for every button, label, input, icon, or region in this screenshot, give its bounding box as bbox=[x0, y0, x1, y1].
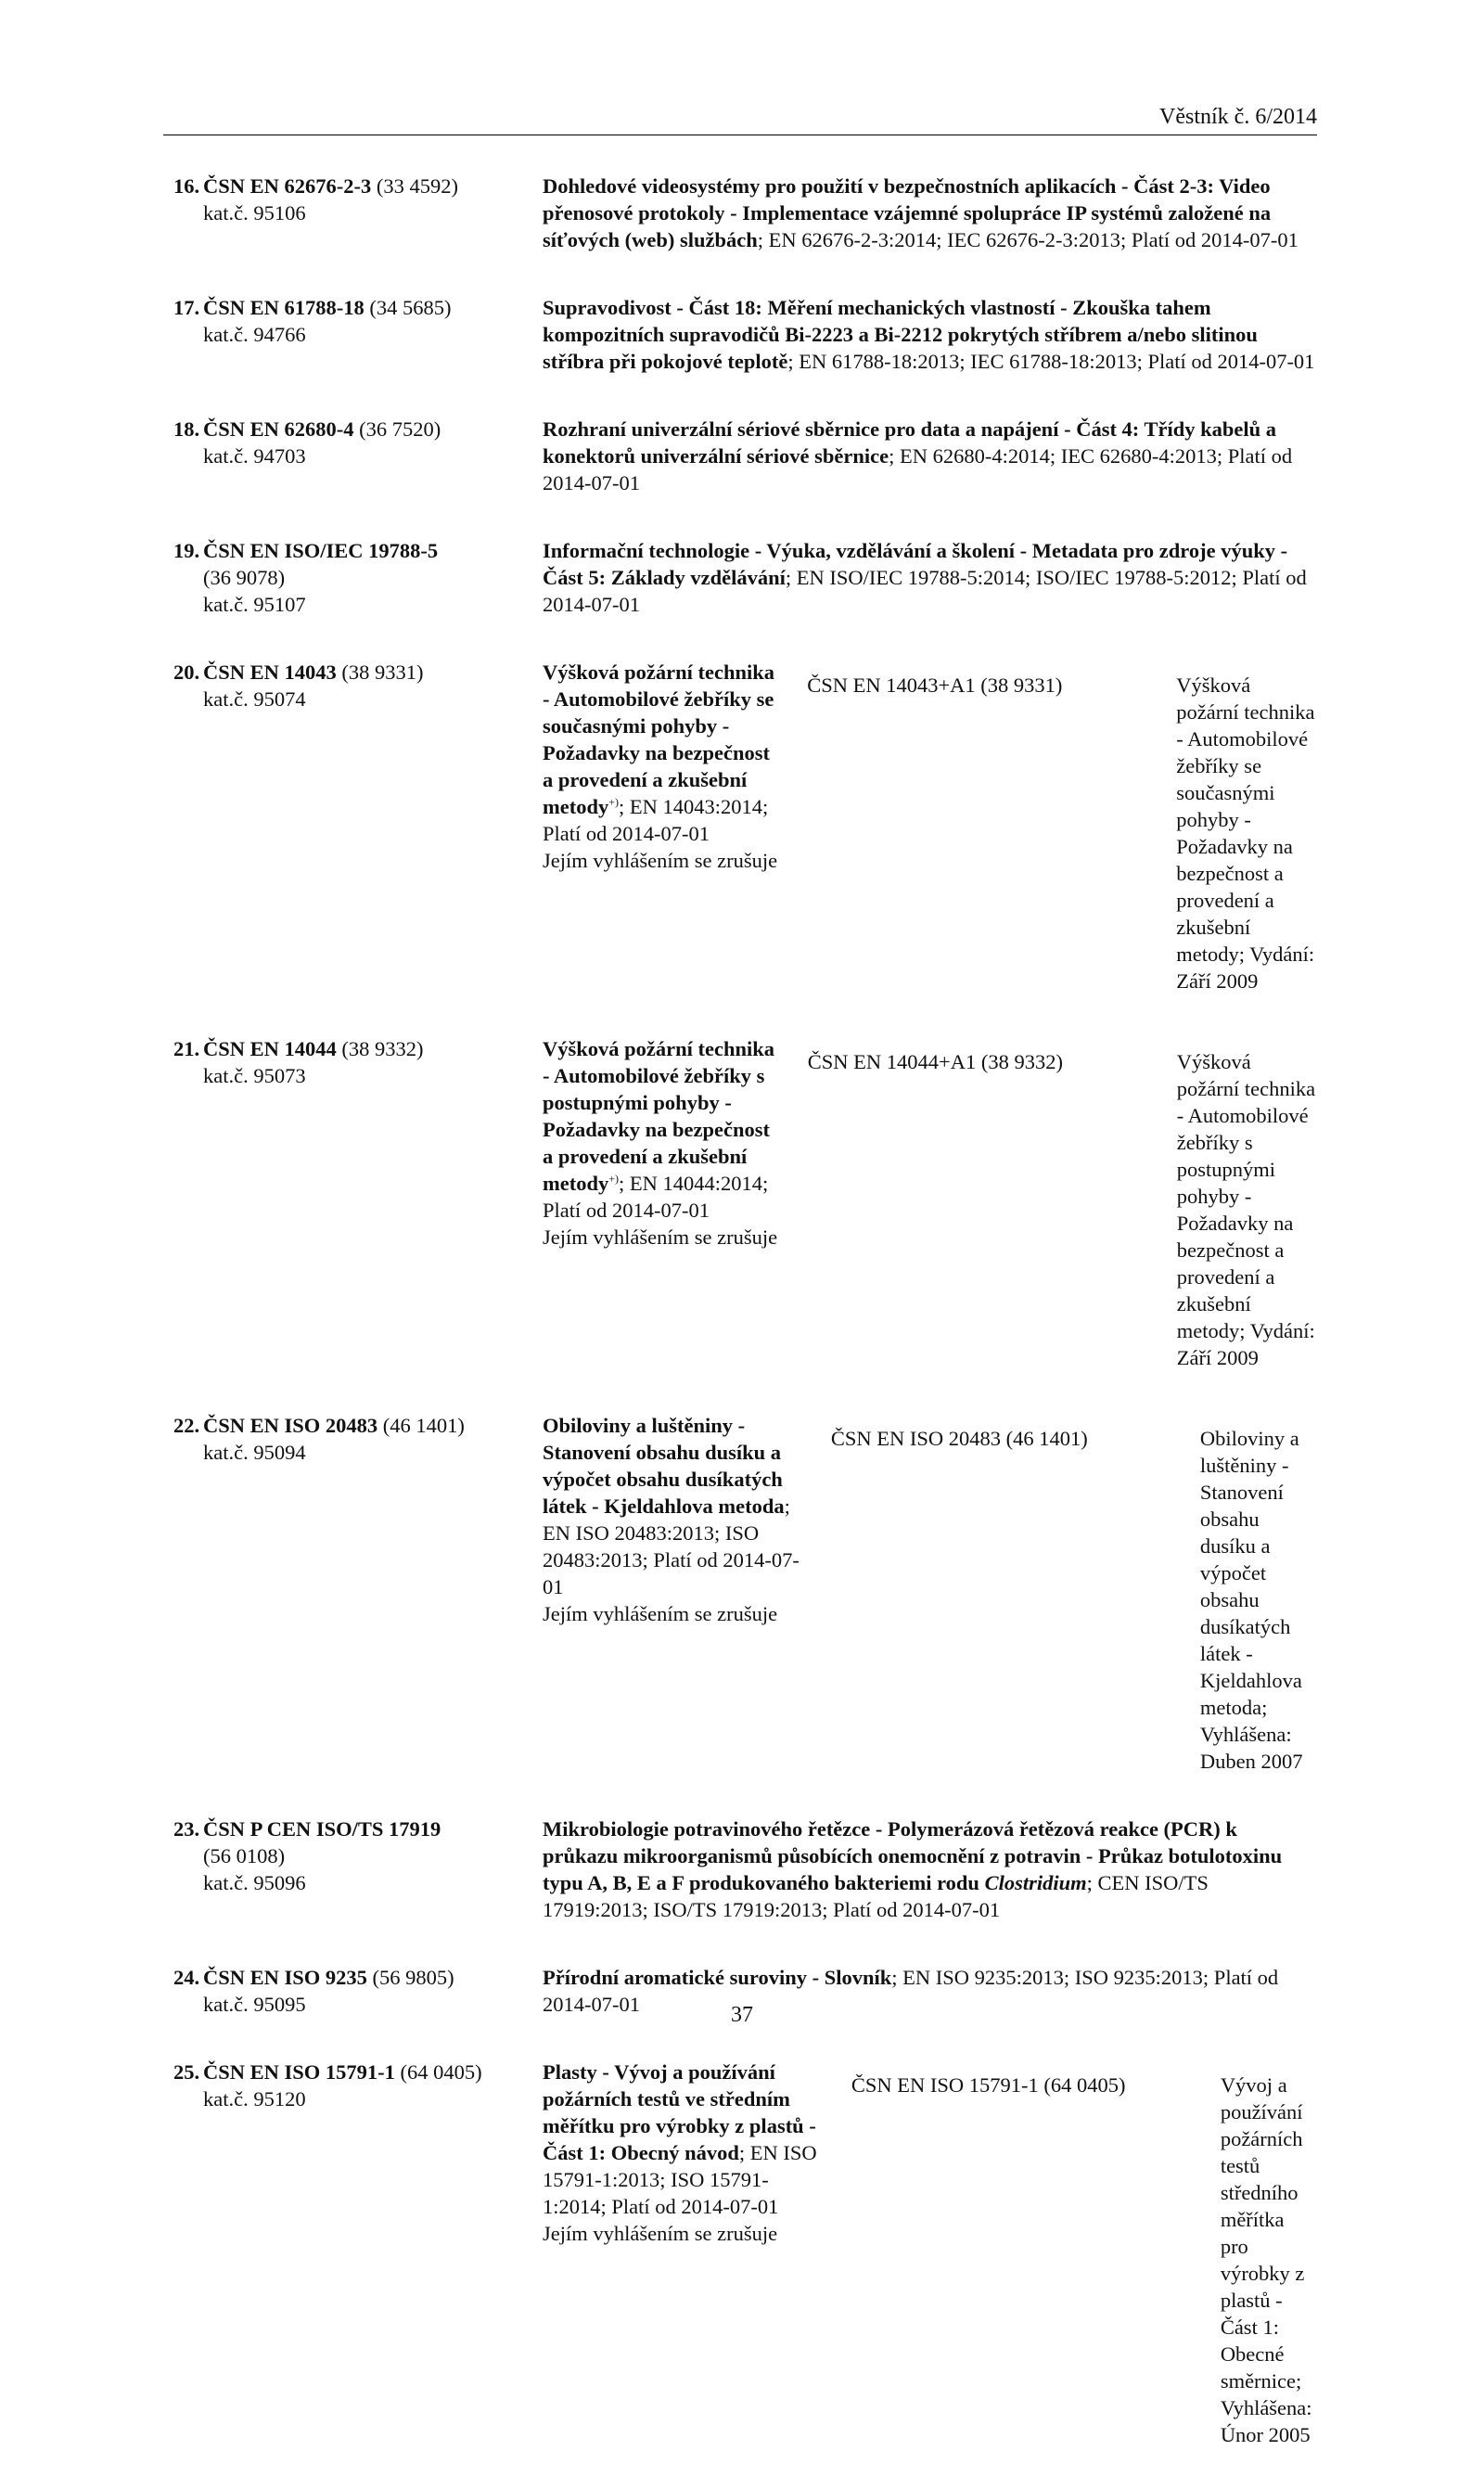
standard-entry bbox=[173, 294, 1317, 375]
standard-title: Přírodní aromatické suroviny - Slovník bbox=[543, 1966, 892, 1989]
standard-title: Obiloviny a luštěniny - Stanovení obsahu dusíku a výpočet obsahu dusíkatých látek - Kjeldahlova metoda bbox=[543, 1414, 785, 1518]
standard-refs: ; EN 62680-4:2014; IEC 62680-4:2013; Platí od 2014-07-01 bbox=[543, 444, 1293, 494]
catalog-number: kat.č. 95107 bbox=[203, 593, 306, 616]
standard-entry bbox=[173, 2059, 1317, 2448]
entry-number: 17. bbox=[173, 296, 200, 319]
standard-entry bbox=[173, 1412, 1317, 1775]
catalog-number: kat.č. 95106 bbox=[203, 201, 306, 225]
standard-title: Výšková požární technika - Automobilové žebříky s postupnými pohyby - Požadavky na bezpečnost a provedení a zkušební metody bbox=[543, 1037, 775, 1195]
standard-refs: ; EN ISO 20483:2013; ISO 20483:2013; Platí od 2014-07-01 bbox=[543, 1495, 800, 1598]
standard-refs: ; EN 61788-18:2013; IEC 61788-18:2013; Platí od 2014-07-01 bbox=[787, 350, 1315, 373]
standard-class: (36 7520) bbox=[359, 417, 441, 441]
standard-code: ČSN EN 62680-4 bbox=[203, 417, 354, 441]
standard-class: (38 9331) bbox=[341, 661, 424, 684]
standard-title: Rozhraní univerzální sériové sběrnice pro data a napájení - Část 4: Třídy kabelů a konektorů univerzální sériové sběrnice bbox=[543, 417, 1277, 468]
repeal-note: Jejím vyhlášením se zrušuje bbox=[543, 2222, 778, 2245]
standard-refs: ; EN 14043:2014; Platí od 2014-07-01 bbox=[543, 795, 769, 845]
catalog-number: kat.č. 95094 bbox=[203, 1441, 306, 1464]
standard-refs: ; EN ISO 9235:2013; ISO 9235:2013; Platí od 2014-07-01 bbox=[543, 1966, 1279, 2016]
entry-number: 23. bbox=[173, 1817, 200, 1841]
standard-code: ČSN P CEN ISO/TS 17919 bbox=[203, 1817, 441, 1841]
standard-code: ČSN EN 14044 bbox=[203, 1037, 337, 1060]
standard-code: ČSN EN ISO 15791-1 bbox=[203, 2060, 395, 2084]
standard-refs: ; EN 62676-2-3:2014; IEC 62676-2-3:2013; Platí od 2014-07-01 bbox=[757, 228, 1298, 251]
replaced-standard-title: Výšková požární technika - Automobilové žebříky s postupnými pohyby - Požadavky na bezpečnost a provedení a zkušební metody; Vydání: Září 2009 bbox=[1176, 1050, 1316, 1369]
standard-title: Mikrobiologie potravinového řetězce - Polymerázová řetězová reakce (PCR) k průkazu mikroorganismů působících onemocnění z potravin - Průkaz botulotoxinu typu A, B, E a F produkovaného bakteriemi rodu bbox=[543, 1817, 1283, 1894]
standard-refs: ; EN ISO 15791-1:2013; ISO 15791-1:2014; Platí od 2014-07-01 bbox=[543, 2141, 817, 2218]
standard-title: Informační technologie - Výuka, vzdělávání a školení - Metadata pro zdroje výuky - Část 5: Základy vzdělávání bbox=[543, 539, 1288, 589]
standard-entry bbox=[173, 659, 1317, 994]
catalog-number: kat.č. 94766 bbox=[203, 323, 306, 346]
standard-class: (56 9805) bbox=[372, 1966, 454, 1989]
entry-number: 21. bbox=[173, 1037, 200, 1060]
replaced-standard-title: Vývoj a používání požárních testů středního měřítka pro výrobky z plastů - Část 1: Obecné směrnice; Vyhlášena: Únor 2005 bbox=[1220, 2073, 1312, 2446]
catalog-number: kat.č. 95073 bbox=[203, 1064, 306, 1087]
standard-title: Plasty - Vývoj a používání požárních testů ve středním měřítku pro výrobky z plastů - Část 1: Obecný návod bbox=[543, 2060, 816, 2164]
catalog-number: kat.č. 95120 bbox=[203, 2087, 306, 2111]
standard-class: (64 0405) bbox=[400, 2060, 482, 2084]
standard-title: Supravodivost - Část 18: Měření mechanických vlastností - Zkouška tahem kompozitních supravodičů Bi-2223 a Bi-2212 pokrytých stříbrem a/nebo slitinou stříbra při pokojové teplotě bbox=[543, 296, 1258, 373]
standard-title: Dohledové videosystémy pro použití v bezpečnostních aplikacích - Část 2-3: Video přenosové protokoly - Implementace vzájemné spolupráce IP systémů založené na síťových (web) službách bbox=[543, 174, 1272, 251]
standard-entry bbox=[173, 416, 1317, 496]
standard-refs: ; EN ISO/IEC 19788-5:2014; ISO/IEC 19788-5:2012; Platí od 2014-07-01 bbox=[543, 566, 1307, 616]
catalog-number: kat.č. 95096 bbox=[203, 1871, 306, 1894]
entry-number: 19. bbox=[173, 539, 200, 562]
standard-code: ČSN EN 61788-18 bbox=[203, 296, 365, 319]
catalog-number: kat.č. 95095 bbox=[203, 1993, 306, 2016]
entry-number: 22. bbox=[173, 1414, 200, 1437]
standard-code: ČSN EN 62676-2-3 bbox=[203, 174, 372, 198]
entry-number: 24. bbox=[173, 1966, 200, 1989]
standard-entry bbox=[173, 537, 1317, 618]
replaced-standard-code: ČSN EN ISO 20483 (46 1401) bbox=[830, 1427, 1088, 1450]
entry-number: 18. bbox=[173, 417, 200, 441]
standard-code: ČSN EN 14043 bbox=[203, 661, 337, 684]
standard-entry bbox=[173, 1815, 1317, 1923]
standard-class: (38 9332) bbox=[341, 1037, 424, 1060]
replaced-standard-code: ČSN EN ISO 15791-1 (64 0405) bbox=[851, 2073, 1126, 2097]
entry-number: 16. bbox=[173, 174, 200, 198]
replaced-standard-code: ČSN EN 14043+A1 (38 9331) bbox=[807, 674, 1063, 697]
journal-issue: Věstník č. 6/2014 bbox=[1159, 105, 1317, 129]
entry-number: 25. bbox=[173, 2060, 200, 2084]
standard-class: (46 1401) bbox=[382, 1414, 465, 1437]
standard-code: ČSN EN ISO/IEC 19788-5 bbox=[203, 539, 439, 562]
replaced-standard-title: Obiloviny a luštěniny - Stanovení obsahu dusíku a výpočet obsahu dusíkatých látek - Kjeldahlova metoda; Vyhlášena: Duben 2007 bbox=[1199, 1427, 1303, 1773]
standard-title-italic: Clostridium bbox=[984, 1871, 1087, 1894]
catalog-number: kat.č. 95074 bbox=[203, 687, 306, 711]
standard-title: Výšková požární technika - Automobilové žebříky se současnými pohyby - Požadavky na bezpečnost a provedení a zkušební metody bbox=[543, 661, 775, 818]
standard-code: ČSN EN ISO 20483 bbox=[203, 1414, 378, 1437]
footnote-mark: +) bbox=[608, 1172, 620, 1186]
footnote-mark: +) bbox=[608, 795, 620, 809]
standard-class: (34 5685) bbox=[369, 296, 452, 319]
standard-code: ČSN EN ISO 9235 bbox=[203, 1966, 367, 1989]
standard-entry bbox=[173, 1035, 1317, 1371]
entry-number: 20. bbox=[173, 661, 200, 684]
standard-refs: ; CEN ISO/TS 17919:2013; ISO/TS 17919:2013; Platí od 2014-07-01 bbox=[543, 1871, 1209, 1921]
standard-entry bbox=[173, 173, 1317, 253]
replaced-standard-code: ČSN EN 14044+A1 (38 9332) bbox=[807, 1050, 1063, 1073]
standard-class: (33 4592) bbox=[376, 174, 459, 198]
repeal-note: Jejím vyhlášením se zrušuje bbox=[543, 849, 778, 872]
repeal-note: Jejím vyhlášením se zrušuje bbox=[543, 1225, 778, 1249]
page-number: 37 bbox=[731, 2003, 753, 2027]
replaced-standard-title: Výšková požární technika - Automobilové žebříky se současnými pohyby - Požadavky na bezpečnost a provedení a zkušební metody; Vydání: Září 2009 bbox=[1176, 674, 1315, 993]
standard-class: (36 9078) bbox=[203, 566, 286, 589]
repeal-note: Jejím vyhlášením se zrušuje bbox=[543, 1602, 778, 1625]
catalog-number: kat.č. 94703 bbox=[203, 444, 306, 468]
standard-class: (56 0108) bbox=[203, 1844, 286, 1867]
standards-list bbox=[173, 173, 1317, 2489]
standard-refs: ; EN 14044:2014; Platí od 2014-07-01 bbox=[543, 1172, 769, 1222]
